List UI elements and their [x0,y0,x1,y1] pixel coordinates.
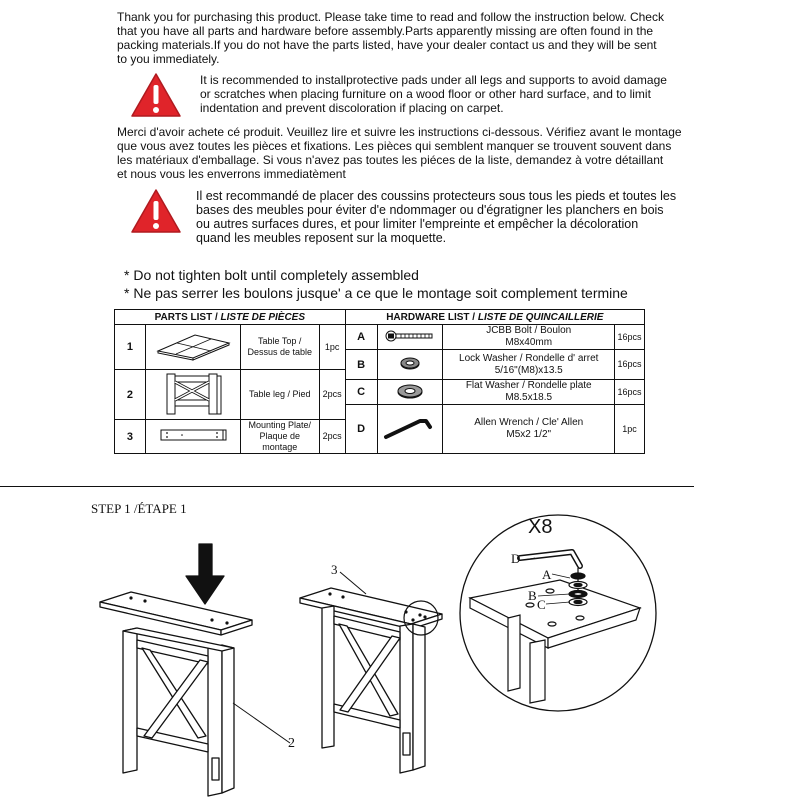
warning-french-line: quand les meubles reposent sur la moquette. [196,231,447,245]
intro-english-line: packing materials.If you do not have the parts listed, have your dealer contact us and they will be sent [117,38,657,52]
hardware-name [443,325,614,350]
parts-header-en: PARTS LIST / [154,311,221,323]
table-leg-icon [145,370,240,420]
parts-list-header [115,310,346,325]
parts-table [114,309,645,454]
note-no-tighten-fr: * Ne pas serrer les boulons jusque' a ce que le montage soit complement termine [124,285,628,301]
table-top-icon [145,325,240,370]
table-row [115,325,645,350]
hardware-name-line: M8x40mm [505,337,553,348]
hardware-header-fr: LISTE DE QUINCAILLERIE [477,311,604,323]
section-divider [0,486,694,487]
warning-french [196,189,676,245]
hardware-qty: 1pc [614,405,644,454]
warning-triangle-icon [130,188,182,234]
part-number: 1 [115,325,146,370]
warning-french-line: ou autres surfaces dures, et pour limiter l'empreinte et empêcher la décoloration [196,217,639,231]
down-arrow-icon [186,544,224,604]
hardware-list-header [345,310,644,325]
part-name-line: Table Top / [258,336,302,346]
hardware-header-en: HARDWARE LIST / [386,311,478,323]
allen-wrench-icon [377,405,443,454]
part-name: Table leg / Pied [240,370,319,420]
hardware-qty: 16pcs [614,380,644,405]
part-qty: 1pc [319,325,345,370]
hardware-name [443,380,614,405]
hardware-name-line: Lock Washer / Rondelle d' arret [459,352,599,364]
hardware-name-line: Allen Wrench / Cle' Allen [474,417,584,428]
label-c: C [537,597,546,612]
part-name-line: Plaque de montage [259,431,301,452]
intro-french-line: les matériaux d'emballage. Si vous n'avez pas toutes les piéces de la liste, demandez à votre détaillant [117,153,664,167]
intro-english-line: to you immediately. [117,52,220,66]
bolt-icon [377,325,443,350]
part-name-line: Mounting Plate/ [248,420,312,430]
part-name [240,325,319,370]
intro-french-line: que vous avez toutes les pièces et fixations. Les pièces qui semblent manquer se trouvent souvent dans [117,139,672,153]
label-d: D [511,551,521,566]
intro-english [117,10,664,66]
note-no-tighten-en: * Do not tighten bolt until completely assembled [124,267,419,283]
hardware-name [443,350,614,380]
hardware-name-line: M8.5x18.5 [505,392,553,403]
label-a: A [542,567,552,582]
hardware-letter: A [345,325,377,350]
hardware-letter: D [345,405,377,454]
warning-triangle-icon [130,72,182,118]
warning-english [200,73,667,115]
hardware-name-line: M5x2 1/2" [506,429,552,440]
part-qty: 2pcs [319,420,345,454]
step1-diagram [0,488,800,800]
label-b: B [528,588,537,603]
step-title: STEP 1 /ÉTAPE 1 [91,501,187,516]
flat-washer-icon [377,380,443,405]
hardware-qty: 16pcs [614,325,644,350]
warning-french-line: Il est recommandé de placer des coussins protecteurs sous tous les pieds et toutes les [196,189,677,203]
warning-english-line: It is recommended to installprotective pads under all legs and supports to avoid damage [200,73,667,87]
part-name-line: Dessus de table [247,347,313,357]
mounting-plate-icon [145,420,240,454]
multiplier-label: X8 [528,516,553,538]
hardware-name-line: JCBB Bolt / Boulon [486,325,572,336]
hardware-letter: C [345,380,377,405]
intro-french-line: et nous vous les enverrons immediatèment [117,167,346,181]
part-label-2: 2 [288,736,295,751]
part-number: 2 [115,370,146,420]
hardware-letter: B [345,350,377,380]
hardware-name [443,405,614,454]
parts-header-fr: LISTE DE PIÈCES [220,311,306,323]
warning-french-line: bases des meubles pour éviter d'e ndommager ou d'égratigner les planchers en bois [196,203,664,217]
hardware-name-line: 5/16"(M8)x13.5 [494,364,563,376]
part-qty: 2pcs [319,370,345,420]
intro-english-line: that you have all parts and hardware before assembly.Parts apparently missing are often found in the [117,24,654,38]
intro-french [117,125,682,181]
warning-english-line: indentation and prevent discoloration if placing on carpet. [200,101,504,115]
lock-washer-icon [377,350,443,380]
part-label-3: 3 [331,562,338,577]
hardware-qty: 16pcs [614,350,644,380]
intro-english-line: Thank you for purchasing this product. Please take time to read and follow the instruction below. Check [117,10,664,24]
part-number: 3 [115,420,146,454]
hardware-name-line: Flat Washer / Rondelle plate [465,380,592,391]
warning-english-line: or scratches when placing furniture on a wood floor or other hard surface, and to limit [200,87,651,101]
part-name [240,420,319,454]
intro-french-line: Merci d'avoir achete cé produit. Veuillez lire et suivre les instructions ci-dessous. Vérifiez avant le montage [117,125,682,139]
